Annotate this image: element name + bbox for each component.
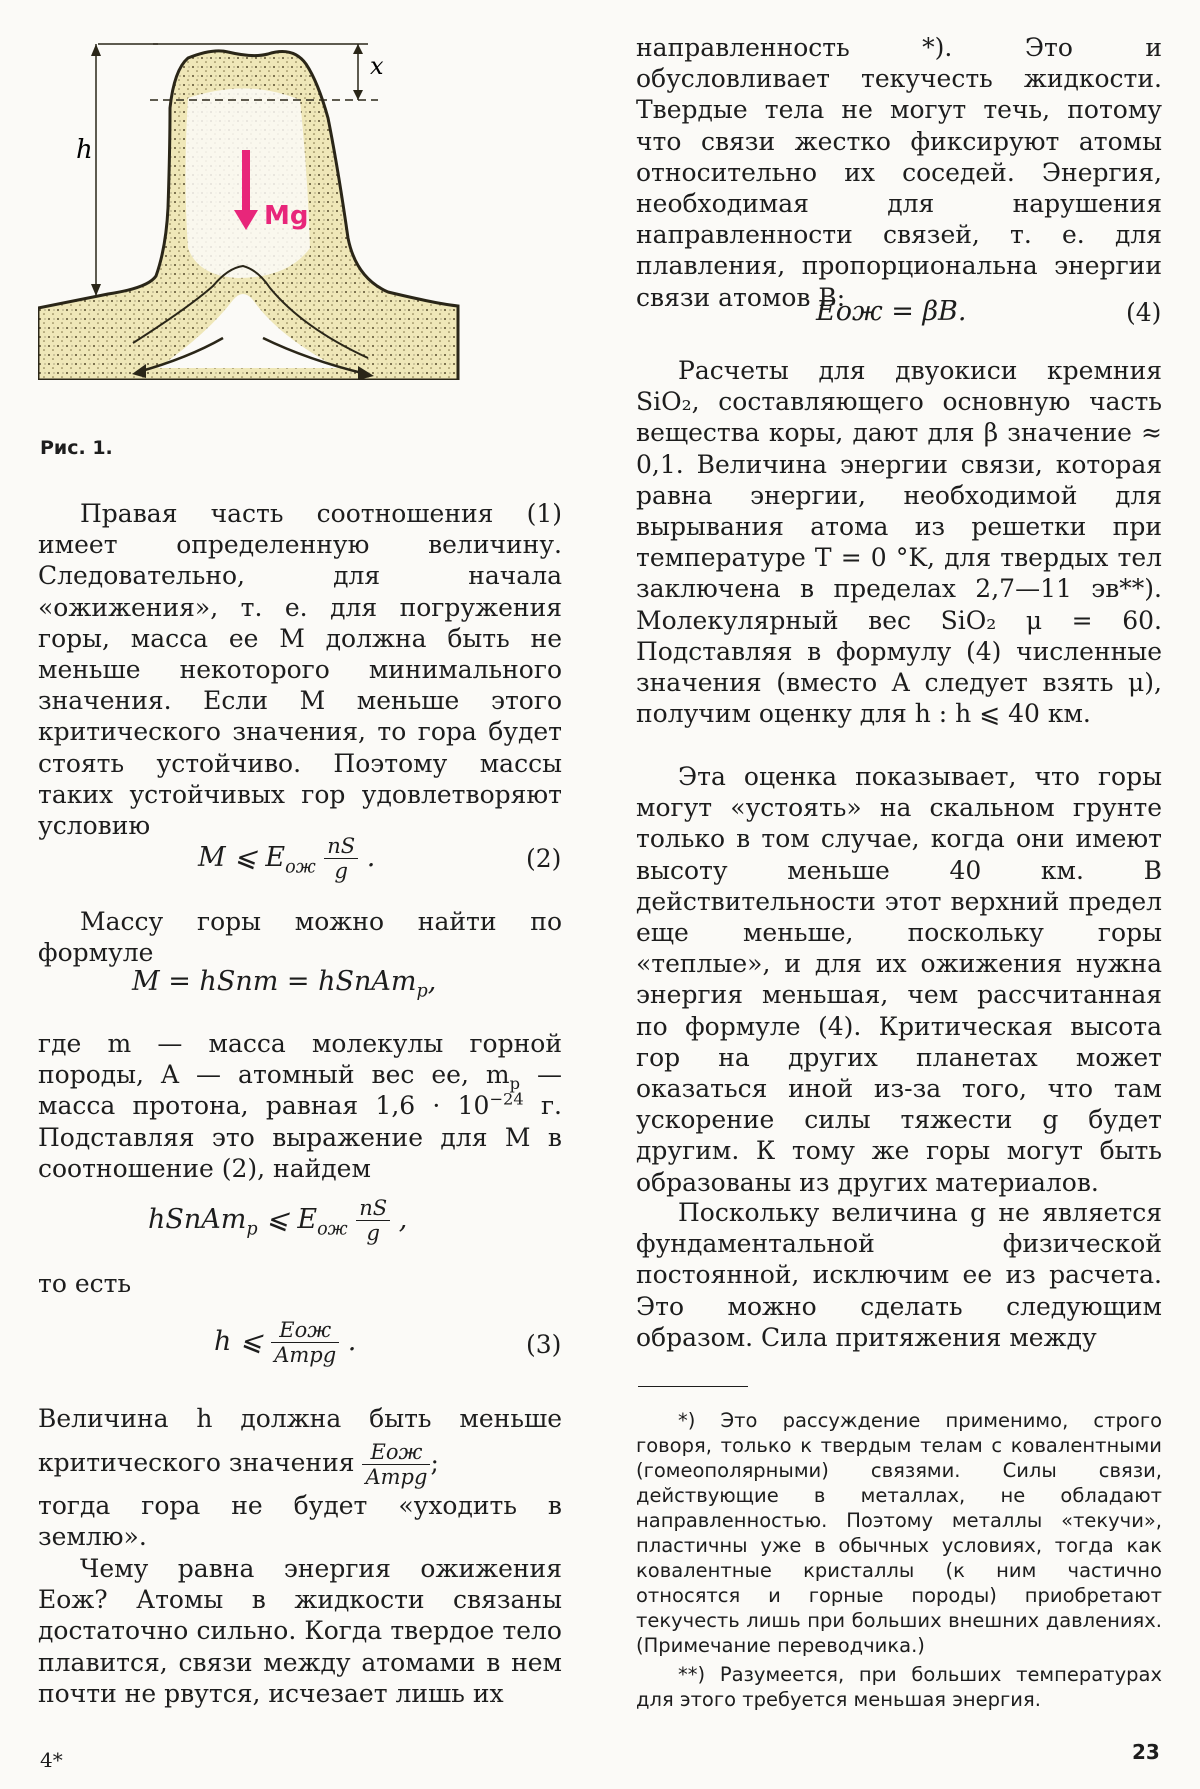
mountain-illustration xyxy=(38,38,538,380)
paragraph: тогда гора не будет «уходить в землю». xyxy=(38,1491,562,1552)
paragraph: то есть xyxy=(38,1269,132,1298)
signature-mark: 4* xyxy=(40,1748,63,1772)
equation-number: (2) xyxy=(526,844,562,873)
paragraph: направленность *). Это и обусловливает текучесть жидкости. Твердые тела не могут течь, потому что связи жестко фиксируют атомы относительно их соседей. Энергия, необходимая для нарушения направленности связей, т. е. для плавления, пропорциональна энергии связи атомов B: xyxy=(636,33,1162,312)
equation-number: (4) xyxy=(1126,298,1162,327)
page-number: 23 xyxy=(1132,1740,1160,1764)
paragraph: Массу горы можно найти по формуле xyxy=(38,907,562,968)
paragraph: Правая часть соотношения (1) имеет определенную величину. Следовательно, для начала «ожижения», т. е. для погружения горы, масса ее M должна быть не меньше некоторого минимального значения. Если M меньше этого критического значения, то гора будет стоять устойчиво. Поэтому массы таких устойчивых гор удовлетворяют условию xyxy=(38,499,562,841)
equation-number: (3) xyxy=(526,1330,562,1359)
paragraph: Расчеты для двуокиси кремния SiO₂, составляющего основную часть вещества коры, дают для β значение ≈ 0,1. Величина энергии связи, которая равна энергии, необходимой для вырывания атома из решетки при температуре T = 0 °K, для твердых тел заключена в пределах 2,7—11 эв**). Молекулярный вес SiO₂ μ = 60. Подставляя в формулу (4) численные значения (вместо A следует взять μ), получим оценку для h : h ⩽ 40 км. xyxy=(636,356,1162,729)
paragraph: Чему равна энергия ожижения Eож? Атомы в жидкости связаны достаточно сильно. Когда твердое тело плавится, связи между атомами в нем почти не рвутся, исчезает лишь их xyxy=(38,1554,562,1708)
paragraph: где m — масса молекулы горной породы, A — атомный вес ее, $m_p$ — масса протона, равная $1,6 \cdot 10^{-24}$ г. Подставляя это выражение для M в соотношение (2), найдем xyxy=(38,1029,562,1183)
label-h: h xyxy=(76,135,93,165)
footnote-1: *) Это рассуждение применимо, строго говоря, только к твердым телам с ковалентными (гомеополярными) связями. Силы связи, действующие в металлах, не обладают направленностью. Поэтому металлы «текучи», пластичны уже в обычных условиях, тогда как ковалентные кристаллы (к ним частично относятся и горные породы) приобретают текучесть лишь при больших внешних давлениях. (Примечание переводчика.) xyxy=(636,1409,1162,1657)
paragraph: Величина h должна быть меньше критического значения $\frac{\text{Eож}}{\text{Ampg}}$ ; xyxy=(38,1404,562,1489)
equation-substitution: hSnAm$_p$ ⩽ $E_{ож}$ $\frac{nS}{g}$ , xyxy=(148,1196,408,1245)
label-x: x xyxy=(370,52,384,80)
equation-2: M ⩽ $E_{ож}$ $\frac{nS}{g}$ . xyxy=(198,834,376,883)
equation-mass: M = hSnm = hSnAm$_p$, xyxy=(132,966,437,1002)
paragraph: Эта оценка показывает, что горы могут «устоять» на скальном грунте только в том случае, когда они имеют высоту меньше 40 км. В действительности этот верхний предел еще меньше, поскольку горы «теплые», и для их ожижения нужна энергия меньшая, чем рассчитанная по формуле (4). Критическая высота гор на других планетах может оказаться иной из-за того, что там ускорение силы тяжести g будет другим. К тому же горы могут быть образованы из других материалов. xyxy=(636,762,1162,1197)
footnote-2: **) Разумеется, при больших температурах для этого требуется меньшая энергия. xyxy=(636,1663,1162,1711)
equation-3: h ⩽ $\frac{\text{Eож}}{\text{Ampg}}$ . xyxy=(214,1318,357,1367)
figure-caption: Рис. 1. xyxy=(40,437,113,459)
label-mg: Mg xyxy=(264,201,309,231)
mountain-figure xyxy=(38,38,538,380)
paragraph: Поскольку величина g не является фундаментальной физической постоянной, исключим ее из расчета. Это можно сделать следующим образом. Сила притяжения между xyxy=(636,1198,1162,1352)
equation-4: Eож = βB. xyxy=(816,296,967,327)
footnote-rule xyxy=(638,1386,748,1387)
